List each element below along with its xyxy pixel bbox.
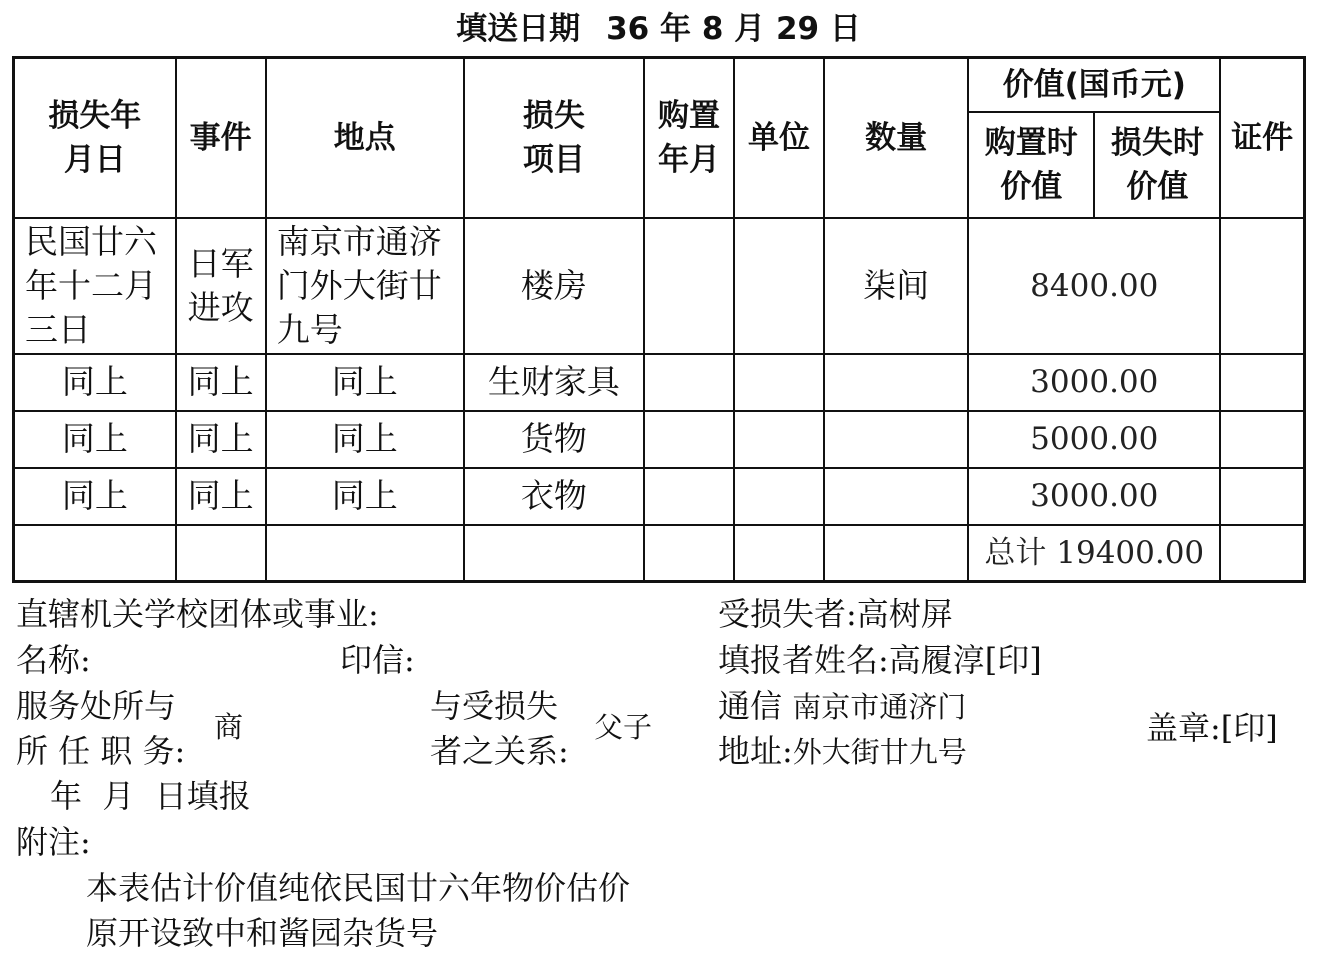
cell-place: 同上: [266, 354, 464, 411]
empty-cell: [644, 525, 734, 582]
cell-unit: [734, 354, 824, 411]
cell-item: 楼房: [464, 218, 644, 354]
note-label: 附注:: [16, 823, 91, 861]
report-date-line: [0, 8, 1317, 50]
agency-label: 直辖机关学校团体或事业:: [16, 595, 379, 633]
office-value: 商: [214, 710, 244, 744]
cell-certificate: [1220, 468, 1304, 525]
col-header-unit: 单位: [734, 58, 824, 218]
cell-quantity: 柒间: [824, 218, 968, 354]
empty-cell: [824, 525, 968, 582]
cell-item: 生财家具: [464, 354, 644, 411]
cell-item: 衣物: [464, 468, 644, 525]
cell-event: 日军进攻: [176, 218, 266, 354]
table-row: [14, 354, 1305, 411]
victim-line: 受损失者:高树屏: [718, 595, 953, 633]
cell-purchase-date: [644, 411, 734, 468]
date-label: 填送日期: [456, 11, 581, 47]
cell-place: 南京市通济门外大街廿九号: [266, 218, 464, 354]
empty-cell: [266, 525, 464, 582]
relation-label-2: 者之关系:: [430, 732, 569, 770]
table-row: [14, 218, 1305, 354]
col-header-value-at-purchase: 购置时 价值: [968, 112, 1094, 218]
cell-event: 同上: [176, 354, 266, 411]
empty-cell: [14, 525, 176, 582]
cell-loss-date: 同上: [14, 468, 176, 525]
col-header-value-group: 价值(国币元): [968, 58, 1220, 112]
cell-value: 8400.00: [968, 218, 1220, 354]
relation-label-1: 与受损失: [430, 687, 559, 725]
reporter-line: 填报者姓名:高履淳[印]: [718, 641, 1042, 679]
cell-total: 总计 19400.00: [968, 525, 1220, 582]
cell-unit: [734, 411, 824, 468]
col-header-value-at-loss: 损失时 价值: [1094, 112, 1220, 218]
fill-date-line: 年 月 日填报: [50, 777, 251, 815]
note-line-2: 原开设致中和酱园杂货号: [86, 914, 439, 952]
col-header-loss-item: 损失 项目: [464, 58, 644, 218]
cell-item: 货物: [464, 411, 644, 468]
cell-quantity: [824, 468, 968, 525]
office-label-2: 所 任 职 务:: [16, 732, 186, 770]
cell-place: 同上: [266, 468, 464, 525]
cell-value: 3000.00: [968, 468, 1220, 525]
address-value-1: 南京市通济门: [792, 690, 967, 724]
cell-purchase-date: [644, 468, 734, 525]
cell-value: 5000.00: [968, 411, 1220, 468]
note-line-1: 本表估计价值纯依民国廿六年物价估价: [86, 869, 631, 907]
table-row: [14, 411, 1305, 468]
cell-loss-date: 民国廿六年十二月三日: [14, 218, 176, 354]
name-label: 名称:: [16, 641, 91, 679]
col-header-purchase-date: 购置 年月: [644, 58, 734, 218]
cell-purchase-date: [644, 218, 734, 354]
cell-certificate: [1220, 218, 1304, 354]
table-row: [14, 468, 1305, 525]
seal-label: 印信:: [340, 641, 415, 679]
cell-certificate: [1220, 411, 1304, 468]
address-value-2: 外大街廿九号: [792, 735, 967, 769]
col-header-loss-date: 损失年 月日: [14, 58, 176, 218]
address-label-1: 通信: [718, 687, 783, 725]
empty-cell: [464, 525, 644, 582]
empty-cell: [734, 525, 824, 582]
col-header-place: 地点: [266, 58, 464, 218]
address-line-2: [718, 729, 967, 774]
cell-quantity: [824, 354, 968, 411]
col-header-quantity: 数量: [824, 58, 968, 218]
stamp-line: 盖章:[印]: [1146, 709, 1278, 747]
address-line-1: [718, 684, 966, 729]
relation-value: 父子: [594, 710, 653, 744]
address-label-2: 地址:: [718, 732, 793, 770]
cell-place: 同上: [266, 411, 464, 468]
empty-cell: [176, 525, 266, 582]
cell-loss-date: 同上: [14, 411, 176, 468]
cell-purchase-date: [644, 354, 734, 411]
cell-value: 3000.00: [968, 354, 1220, 411]
col-header-certificate: 证件: [1220, 58, 1304, 218]
cell-unit: [734, 468, 824, 525]
cell-unit: [734, 218, 824, 354]
total-row: [14, 525, 1305, 582]
cell-loss-date: 同上: [14, 354, 176, 411]
cell-quantity: [824, 411, 968, 468]
loss-table: [12, 56, 1306, 583]
cell-certificate: [1220, 354, 1304, 411]
empty-cell: [1220, 525, 1304, 582]
cell-event: 同上: [176, 411, 266, 468]
cell-event: 同上: [176, 468, 266, 525]
col-header-event: 事件: [176, 58, 266, 218]
date-value: 36 年 8 月 29 日: [606, 11, 861, 47]
office-label-1: 服务处所与: [16, 687, 177, 725]
